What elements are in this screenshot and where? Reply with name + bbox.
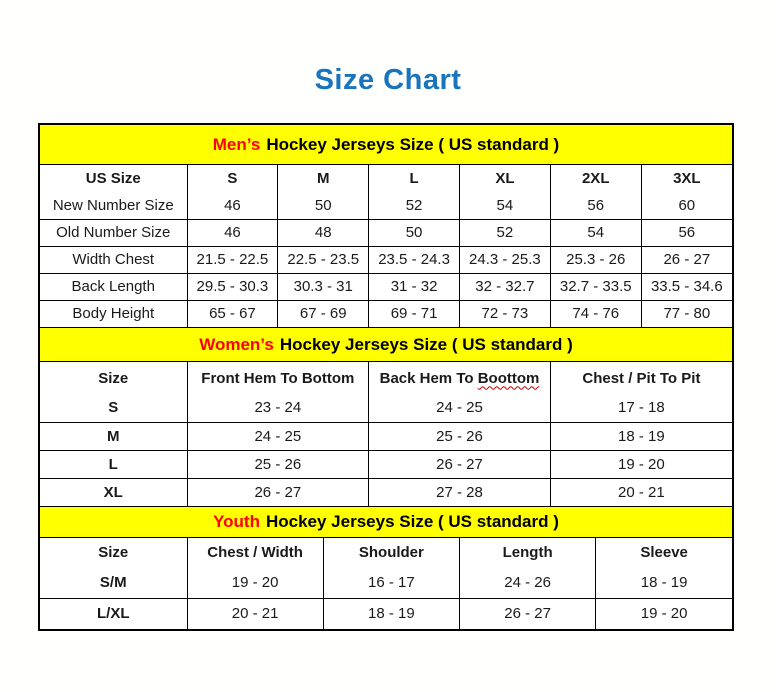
- mens-value-cell: 54: [550, 219, 641, 246]
- womens-table-row: [40, 422, 732, 450]
- youth-value-cell: 18 - 19: [596, 567, 732, 598]
- womens-value-cell: 26 - 27: [187, 478, 369, 506]
- mens-value-cell: 67 - 69: [278, 300, 369, 327]
- mens-size-table: [40, 165, 732, 327]
- womens-value-cell: 24 - 25: [369, 394, 551, 422]
- mens-value-cell: 31 - 32: [369, 273, 460, 300]
- womens-header-row: [40, 362, 732, 394]
- mens-table-row: [40, 273, 732, 300]
- youth-banner-text: Hockey Jerseys Size ( US standard ): [265, 512, 559, 531]
- youth-section-banner: [40, 506, 732, 538]
- youth-value-cell: 20 - 21: [187, 598, 323, 629]
- youth-column-header: Chest / Width: [187, 538, 323, 567]
- mens-column-header: S: [187, 165, 278, 192]
- mens-table-row: [40, 219, 732, 246]
- womens-value-cell: 18 - 19: [550, 422, 732, 450]
- mens-value-cell: 46: [187, 219, 278, 246]
- mens-value-cell: 56: [550, 192, 641, 219]
- mens-table-row: [40, 300, 732, 327]
- mens-column-header: L: [369, 165, 460, 192]
- mens-column-header: 2XL: [550, 165, 641, 192]
- youth-column-header: Size: [40, 538, 187, 567]
- womens-value-cell: 25 - 26: [369, 422, 551, 450]
- youth-column-header: Length: [460, 538, 596, 567]
- youth-row-label: S/M: [40, 567, 187, 598]
- mens-value-cell: 74 - 76: [550, 300, 641, 327]
- mens-section-banner: [40, 125, 732, 165]
- mens-value-cell: 30.3 - 31: [278, 273, 369, 300]
- mens-value-cell: 24.3 - 25.3: [459, 246, 550, 273]
- womens-value-cell: 27 - 28: [369, 478, 551, 506]
- youth-value-cell: 18 - 19: [323, 598, 459, 629]
- mens-banner-highlight: Men’s: [212, 134, 261, 154]
- youth-row-label: L/XL: [40, 598, 187, 629]
- mens-value-cell: 29.5 - 30.3: [187, 273, 278, 300]
- youth-header-row: [40, 538, 732, 567]
- mens-table-row: [40, 192, 732, 219]
- mens-column-header: XL: [459, 165, 550, 192]
- mens-column-header: 3XL: [641, 165, 732, 192]
- mens-row-label: Width Chest: [40, 246, 187, 273]
- size-chart-tables: [38, 123, 734, 631]
- womens-value-cell: 19 - 20: [550, 450, 732, 478]
- womens-size-table: [40, 362, 732, 506]
- youth-value-cell: 19 - 20: [187, 567, 323, 598]
- womens-row-label: M: [40, 422, 187, 450]
- mens-value-cell: 26 - 27: [641, 246, 732, 273]
- womens-table-row: [40, 450, 732, 478]
- womens-row-label: S: [40, 394, 187, 422]
- womens-column-header: [369, 362, 551, 394]
- youth-table-row: [40, 598, 732, 629]
- youth-banner-highlight: Youth: [213, 512, 260, 531]
- mens-table-row: [40, 246, 732, 273]
- womens-column-header: Size: [40, 362, 187, 394]
- mens-value-cell: 33.5 - 34.6: [641, 273, 732, 300]
- youth-table-row: [40, 567, 732, 598]
- womens-row-label: XL: [40, 478, 187, 506]
- column-header-text: Back Hem To: [379, 369, 478, 387]
- mens-value-cell: 65 - 67: [187, 300, 278, 327]
- mens-banner-text: Hockey Jerseys Size ( US standard ): [266, 134, 560, 154]
- womens-value-cell: 17 - 18: [550, 394, 732, 422]
- mens-column-header: US Size: [40, 165, 187, 192]
- womens-value-cell: 20 - 21: [550, 478, 732, 506]
- mens-value-cell: 54: [459, 192, 550, 219]
- mens-value-cell: 23.5 - 24.3: [369, 246, 460, 273]
- womens-banner-highlight: Women’s: [199, 334, 274, 354]
- mens-value-cell: 56: [641, 219, 732, 246]
- mens-row-label: Old Number Size: [40, 219, 187, 246]
- mens-value-cell: 72 - 73: [459, 300, 550, 327]
- womens-row-label: L: [40, 450, 187, 478]
- mens-value-cell: 48: [278, 219, 369, 246]
- mens-value-cell: 32.7 - 33.5: [550, 273, 641, 300]
- mens-row-label: Back Length: [40, 273, 187, 300]
- mens-value-cell: 69 - 71: [369, 300, 460, 327]
- mens-value-cell: 46: [187, 192, 278, 219]
- womens-section-banner: [40, 327, 732, 362]
- mens-row-label: Body Height: [40, 300, 187, 327]
- mens-value-cell: 32 - 32.7: [459, 273, 550, 300]
- youth-size-table: [40, 538, 732, 629]
- mens-value-cell: 52: [459, 219, 550, 246]
- womens-table-row: [40, 394, 732, 422]
- womens-table-row: [40, 478, 732, 506]
- womens-value-cell: 23 - 24: [187, 394, 369, 422]
- youth-value-cell: 19 - 20: [596, 598, 732, 629]
- womens-value-cell: 26 - 27: [369, 450, 551, 478]
- womens-value-cell: 25 - 26: [187, 450, 369, 478]
- youth-column-header: Sleeve: [596, 538, 732, 567]
- womens-column-header: Chest / Pit To Pit: [550, 362, 732, 394]
- womens-banner-text: Hockey Jerseys Size ( US standard ): [279, 334, 573, 354]
- mens-row-label: New Number Size: [40, 192, 187, 219]
- misspelled-word-squiggle: Boottom: [477, 369, 540, 387]
- mens-value-cell: 22.5 - 23.5: [278, 246, 369, 273]
- mens-column-header: M: [278, 165, 369, 192]
- mens-value-cell: 50: [278, 192, 369, 219]
- mens-value-cell: 52: [369, 192, 460, 219]
- mens-value-cell: 21.5 - 22.5: [187, 246, 278, 273]
- mens-header-row: [40, 165, 732, 192]
- youth-value-cell: 16 - 17: [323, 567, 459, 598]
- youth-value-cell: 24 - 26: [460, 567, 596, 598]
- youth-value-cell: 26 - 27: [460, 598, 596, 629]
- womens-value-cell: 24 - 25: [187, 422, 369, 450]
- mens-value-cell: 77 - 80: [641, 300, 732, 327]
- youth-column-header: Shoulder: [323, 538, 459, 567]
- mens-value-cell: 50: [369, 219, 460, 246]
- womens-column-header: Front Hem To Bottom: [187, 362, 369, 394]
- mens-value-cell: 60: [641, 192, 732, 219]
- page-title: Size Chart: [314, 64, 462, 96]
- mens-value-cell: 25.3 - 26: [550, 246, 641, 273]
